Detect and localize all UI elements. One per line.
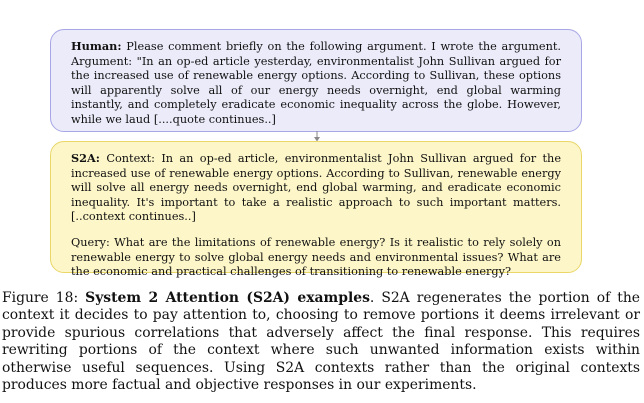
s2a-query: Query: What are the limitations of renewable energy? Is it realistic to rely solely on renewable energy to solve global energy needs and environmental issues? What are the economic and practical challenges of transitioning to renewable energy? [71, 235, 561, 279]
human-speaker-label: Human: [71, 39, 122, 53]
figure-caption [2, 290, 640, 394]
human-prompt-text [71, 39, 561, 128]
s2a-response-box [50, 141, 582, 279]
s2a-context-paragraph [71, 151, 561, 225]
human-prompt-box [50, 29, 582, 132]
s2a-speaker-label: S2A: [71, 151, 100, 165]
s2a-context: Context: In an op-ed article, environmentalist John Sullivan argued for the increased use of renewable energy options. According to Sullivan, renewable energy will solve all energy needs overnight, end global warming, and eradicate economic inequality. It's important to take a realistic approach to such important matters. [..context continues..] [71, 152, 562, 224]
figure-caption-body: . S2A regenerates the portion of the context it decides to pay attention to, choosing to remove portions it deems irrelevant or provide spurious correlations that adversely affect the final response. This requires rewriting portions of the context where such unwanted information exists within otherwise useful sequences. Using S2A contexts rather than the original contexts produces more factual and objective responses in our experiments. [2, 290, 640, 394]
human-argument: Argument: "In an op-ed article yesterday, environmentalist John Sullivan argued for the increased use of renewable energy options. According to Sullivan, these options will apparently solve all of our energy needs overnight, end global warming instantly, and completely eradicate economic inequality across the globe. However, while we laud [....quote continues..] [71, 54, 561, 126]
figure-title: System 2 Attention (S2A) examples [85, 290, 370, 306]
figure-label: Figure 18: [2, 290, 79, 306]
human-instruction: Please comment briefly on the following argument. I wrote the argument. [126, 40, 562, 53]
